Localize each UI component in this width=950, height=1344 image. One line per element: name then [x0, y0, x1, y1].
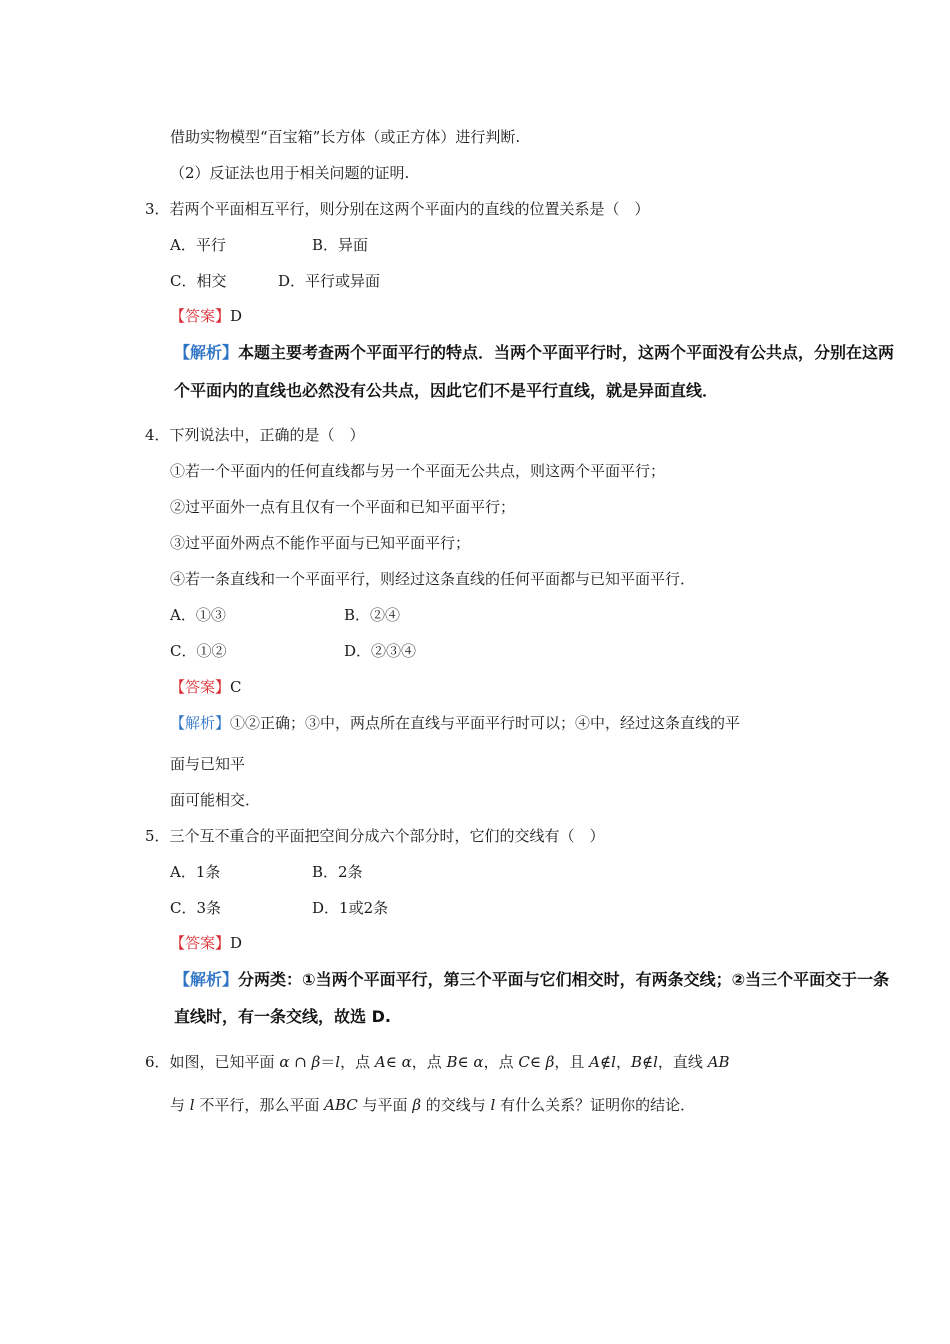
point-b: B: [630, 1053, 642, 1071]
q3-option-b: B．异面: [312, 236, 369, 254]
q5-option-b: B．2条: [312, 863, 363, 881]
comma: ，: [615, 1053, 631, 1071]
answer-tag: 【答案】: [170, 678, 231, 696]
line-l: l: [490, 1096, 496, 1114]
q4-option-b: B．②④: [344, 606, 401, 624]
text: ，直线: [657, 1053, 708, 1071]
line-l: l: [189, 1096, 195, 1114]
beta-symbol: β: [311, 1053, 321, 1071]
notin-symbol: ∉: [641, 1053, 654, 1071]
text: 的交线与: [420, 1096, 491, 1114]
q3-option-a: A．平行: [170, 236, 226, 254]
text: 6．如图，已知平面: [145, 1053, 280, 1071]
q5-analysis-line-2: 直线时，有一条交线，故选 D.: [174, 1007, 391, 1026]
text: 有什么关系？证明你的结论．: [495, 1096, 696, 1114]
alpha-symbol: α: [473, 1053, 484, 1071]
point-a: A: [374, 1053, 386, 1071]
q4-analysis-line-1: [170, 713, 740, 733]
q4-option-d: D．②③④: [344, 642, 417, 660]
answer-value: D: [230, 307, 243, 325]
point-a: A: [589, 1053, 601, 1071]
beta-symbol: β: [412, 1096, 421, 1114]
q6-stem-line-2: [170, 1095, 695, 1115]
q5-option-a: A．1条: [170, 863, 221, 881]
line-ab: AB: [707, 1053, 730, 1071]
line-l: l: [653, 1053, 658, 1071]
q4-option-c: C．①②: [170, 642, 227, 660]
q5-stem: 5．三个互不重合的平面把空间分成六个部分时，它们的交线有（ ）: [145, 827, 605, 845]
q5-option-c: C．3条: [170, 899, 222, 917]
q6-stem-line-1: [145, 1052, 730, 1072]
q5-analysis-line-1: [174, 970, 889, 990]
q4-statement-4: ④若一条直线和一个平面平行，则经过这条直线的任何平面都与已知平面平行．: [170, 570, 696, 588]
eq-symbol: ＝: [320, 1053, 336, 1071]
alpha-symbol: α: [279, 1053, 290, 1071]
in-symbol: ∈: [385, 1053, 397, 1071]
analysis-text: 分两类：①当两个平面平行，第三个平面与它们相交时，有两条交线；②当三个平面交于一条: [238, 970, 890, 989]
text: 与平面: [357, 1096, 413, 1114]
intro-line-1: 借助实物模型“百宝箱”长方体（或正方体）进行判断.: [170, 128, 521, 146]
text: 与: [170, 1096, 190, 1114]
text: 不平行，那么平面: [194, 1096, 325, 1114]
alpha-symbol: α: [401, 1053, 412, 1071]
answer-value: C: [230, 678, 242, 696]
point-c: C: [518, 1053, 530, 1071]
analysis-tag: 【解析】: [174, 970, 239, 989]
cap-symbol: ∩: [289, 1053, 312, 1071]
text: ，点: [483, 1053, 519, 1071]
q3-option-c: C．相交: [170, 272, 227, 290]
beta-symbol: β: [545, 1053, 555, 1071]
answer-tag: 【答案】: [170, 934, 231, 952]
q4-analysis-line-3: 面可能相交．: [170, 791, 261, 809]
q3-stem: 3．若两个平面相互平行，则分别在这两个平面内的直线的位置关系是（ ）: [145, 200, 650, 218]
q4-option-a: A．①③: [170, 606, 226, 624]
q5-option-d: D．1或2条: [312, 899, 389, 917]
notin-symbol: ∉: [600, 1053, 612, 1071]
q3-option-d: D．平行或异面: [278, 272, 381, 290]
analysis-text: ①②正确；③中，两点所在直线与平面平行时可以；④中，经过这条直线的平: [230, 714, 741, 732]
q5-answer: [170, 933, 242, 953]
q3-answer: [170, 306, 242, 326]
text: ，点: [411, 1053, 447, 1071]
line-l: l: [335, 1053, 341, 1071]
analysis-tag: 【解析】: [170, 714, 231, 732]
answer-value: D: [230, 934, 243, 952]
q3-analysis-line-1: [174, 343, 894, 363]
text: ，点: [340, 1053, 375, 1071]
in-symbol: ∈: [529, 1053, 541, 1071]
q4-answer: [170, 677, 242, 697]
q4-analysis-line-2: 面与已知平: [170, 755, 246, 773]
point-b: B: [446, 1053, 458, 1071]
q4-stem: 4．下列说法中，正确的是（ ）: [145, 426, 365, 444]
analysis-tag: 【解析】: [174, 343, 239, 362]
q4-statement-1: ①若一个平面内的任何直线都与另一个平面无公共点，则这两个平面平行；: [170, 462, 666, 480]
plane-abc: ABC: [324, 1096, 358, 1114]
intro-line-2: （2）反证法也用于相关问题的证明.: [170, 164, 410, 182]
text: ，且: [554, 1053, 590, 1071]
in-symbol: ∈: [457, 1053, 469, 1071]
q3-analysis-line-2: 个平面内的直线也必然没有公共点，因此它们不是平行直线，就是异面直线．: [174, 381, 719, 400]
line-l: l: [611, 1053, 616, 1071]
q4-statement-2: ②过平面外一点有且仅有一个平面和已知平面平行；: [170, 498, 516, 516]
analysis-text: 本题主要考查两个平面平行的特点．当两个平面平行时，这两个平面没有公共点，分别在这两: [238, 343, 895, 362]
q4-statement-3: ③过平面外两点不能作平面与已知平面平行；: [170, 534, 471, 552]
answer-tag: 【答案】: [170, 307, 231, 325]
